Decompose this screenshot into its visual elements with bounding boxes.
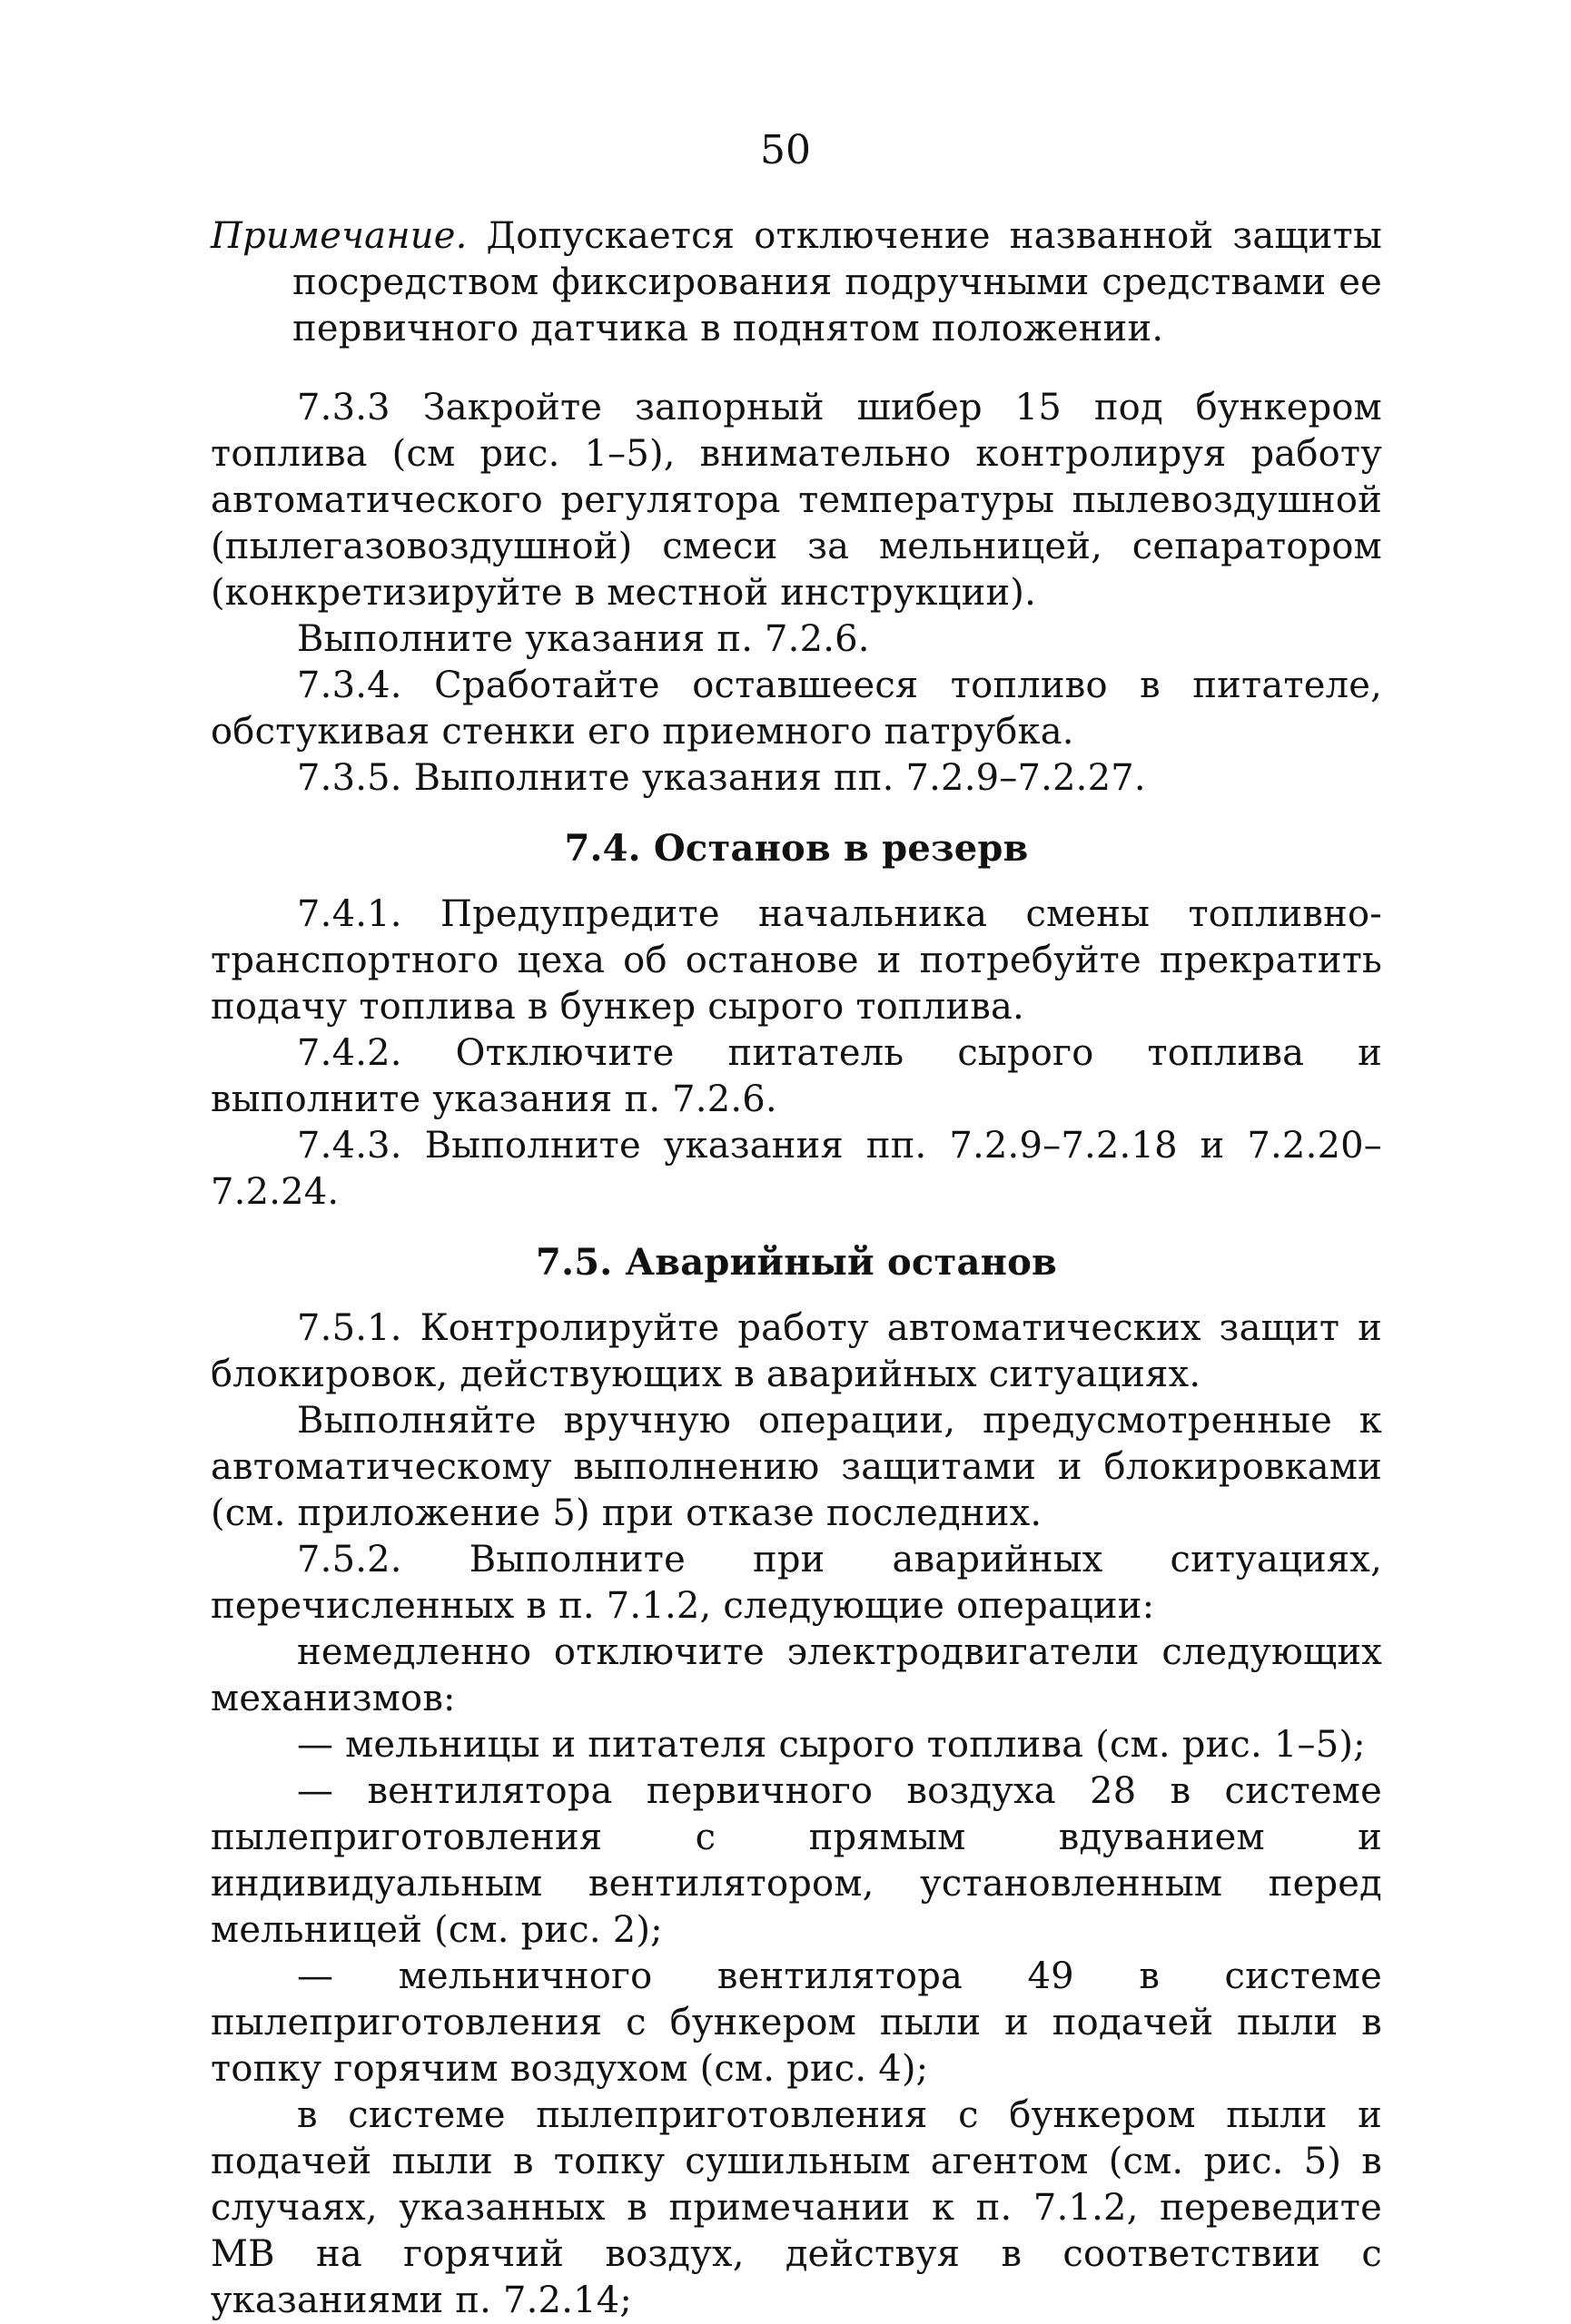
- paragraph-7-5-1: 7.5.1. Контролируйте работу автоматических защит и блокировок, действующих в аварийных ситуациях.: [211, 1307, 1382, 1395]
- paragraph-7-4-1: 7.4.1. Предупредите начальника смены топливно-транспортного цеха об останове и потребуйте прекратить подачу топлива в бункер сырого топлива.: [211, 893, 1382, 1028]
- heading-7-5: 7.5. Аварийный останов: [536, 1241, 1057, 1284]
- paragraph-7-4-3: 7.4.3. Выполните указания пп. 7.2.9–7.2.18 и 7.2.20–7.2.24.: [211, 1125, 1382, 1213]
- paragraph-7-3-3: 7.3.3 Закройте запорный шибер 15 под бункером топлива (см рис. 1–5), внимательно контролируя работу автоматического регулятора температуры пылевоздушной (пылегазовоздушной) смеси за мельницей, сепаратором (конкретизируйте в местной инструкции).: [211, 387, 1382, 614]
- paragraph-7-3-3-follow: Выполните указания п. 7.2.6.: [297, 618, 870, 660]
- paragraph-7-3-4: 7.3.4. Сработайте оставшееся топливо в питателе, обстукивая стенки его приемного патрубка.: [211, 665, 1382, 753]
- paragraph-dust-bunker: в системе пылеприготовления с бункером пыли и подачей пыли в топку сушильным агентом (см. рис. 5) в случаях, указанных в примечании к п. 7.1.2, переведите МВ на горячий воздух, действуя в соответствии с указаниями п. 7.2.14;: [211, 2094, 1382, 2321]
- list-item: — мельничного вентилятора 49 в системе пылеприготовления с бункером пыли и подачей пыли в топку горячим воздухом (см. рис. 4);: [211, 1955, 1382, 2090]
- paragraph-7-3-5: 7.3.5. Выполните указания пп. 7.2.9–7.2.27.: [297, 757, 1146, 799]
- list-item: — вентилятора первичного воздуха 28 в системе пылеприготовления с прямым вдуванием и индивидуальным вентилятором, установленным перед мельницей (см. рис. 2);: [211, 1770, 1382, 1951]
- page-number: 50: [760, 127, 811, 173]
- note-text: Допускается отключение названной защиты посредством фиксирования подручными средствами ее первичного датчика в поднятом положении.: [292, 215, 1383, 350]
- list-intro: немедленно отключите электродвигатели следующих механизмов:: [211, 1631, 1382, 1719]
- document-page: [211, 213, 1382, 2324]
- paragraph-7-5-2: 7.5.2. Выполните при аварийных ситуациях, перечисленных в п. 7.1.2, следующие операции:: [211, 1539, 1382, 1627]
- paragraph-7-5-1-follow: Выполняйте вручную операции, предусмотренные к автоматическому выполнению защитами и блокировками (см. приложение 5) при отказе последних.: [211, 1400, 1382, 1534]
- note-label: Примечание.: [211, 215, 468, 257]
- list-item: — мельницы и питателя сырого топлива (см. рис. 1–5);: [297, 1724, 1366, 1766]
- paragraph-7-4-2: 7.4.2. Отключите питатель сырого топлива и выполните указания п. 7.2.6.: [211, 1032, 1382, 1120]
- note-paragraph: [211, 213, 1382, 352]
- heading-7-4: 7.4. Останов в резерв: [564, 827, 1029, 870]
